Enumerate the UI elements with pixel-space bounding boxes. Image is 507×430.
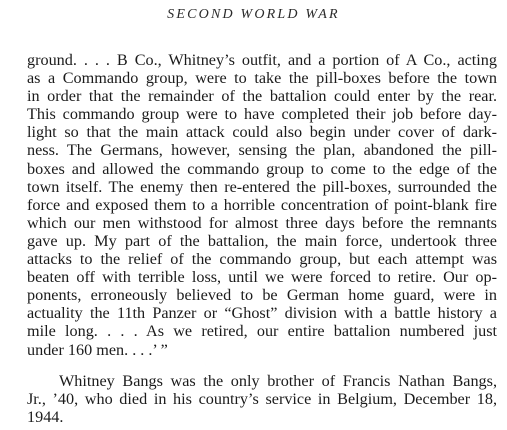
text-line: ponents, erroneously believed to be German home guard, were in bbox=[27, 286, 497, 305]
text-line: mile long. . . . As we retired, our entire battalion numbered just bbox=[27, 322, 497, 341]
text-line: ness. The Germans, however, sensing the plan, abandoned the pill- bbox=[27, 141, 497, 160]
text-line: boxes and allowed the commando group to come to the edge of the bbox=[27, 159, 497, 178]
text-line: town itself. The enemy then re-entered the pill-boxes, surrounded the bbox=[27, 177, 497, 196]
text-line: Whitney Bangs was the only brother of Francis Nathan Bangs, bbox=[59, 372, 497, 390]
text-line: 1944. bbox=[27, 408, 64, 427]
running-head: SECOND WORLD WAR bbox=[167, 7, 340, 22]
text-line: ground. . . . B Co., Whitney’s outfit, and a portion of A Co., acting bbox=[27, 51, 497, 69]
text-line: which our men withstood for almost three days before the remnants bbox=[27, 213, 497, 232]
text-line: This commando group were to have completed their job before day- bbox=[27, 105, 497, 124]
text-line: actuality the 11th Panzer or “Ghost” division with a battle history a bbox=[27, 304, 497, 323]
text-line: as a Commando group, were to take the pill-boxes before the town bbox=[27, 69, 497, 88]
text-line: force and exposed them to a horrible concentration of point-blank fire bbox=[27, 195, 497, 214]
text-line: light so that the main attack could also begin under cover of dark- bbox=[27, 123, 497, 142]
paragraph-biographical-note bbox=[27, 372, 497, 426]
paragraph-letter-excerpt bbox=[27, 51, 497, 359]
text-line: beaten off with terrible loss, until we were forced to retire. Our op- bbox=[27, 268, 497, 287]
text-line: Jr., ’40, who died in his country’s service in Belgium, December 18, bbox=[27, 390, 497, 409]
text-line: attacks to the relief of the commando group, but each attempt was bbox=[27, 250, 497, 269]
text-line: in order that the remainder of the battalion could enter by the rear. bbox=[27, 87, 497, 106]
text-line: under 160 men. . . .’ ” bbox=[27, 340, 168, 359]
text-line: gave up. My part of the battalion, the main force, undertook three bbox=[27, 231, 497, 250]
